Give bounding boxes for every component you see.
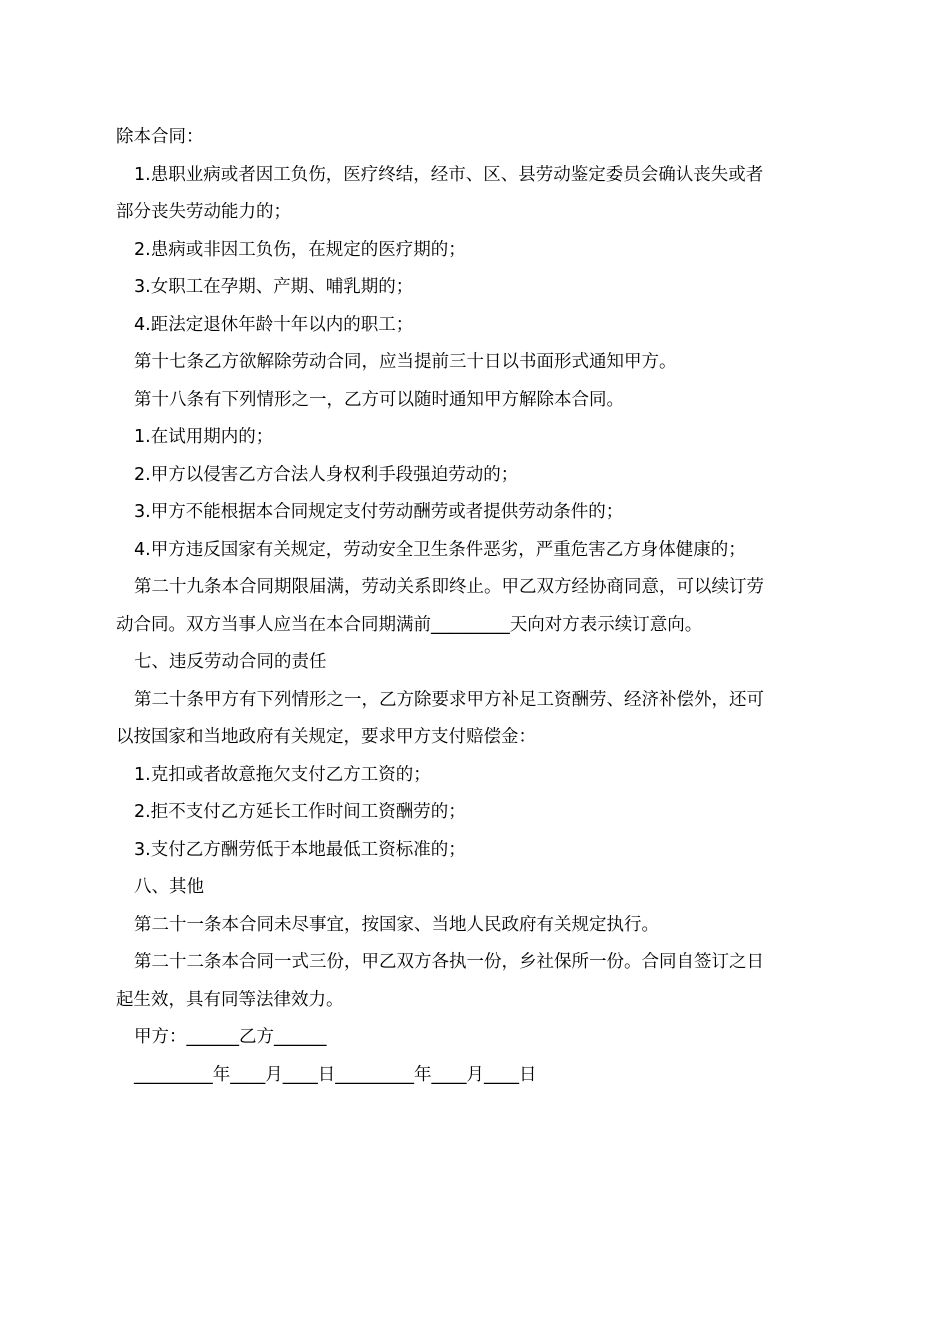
list-item — [116, 269, 836, 307]
text-line: 除本合同： — [116, 127, 204, 147]
text-line: 第十七条乙方欲解除劳动合同，应当提前三十日以书面形式通知甲方。 — [134, 352, 677, 372]
text-line: 1.患职业病或者因工负伤，医疗终结，经市、区、县劳动鉴定委员会确认丧失或者 — [134, 164, 764, 185]
list-item — [116, 157, 836, 232]
document-body — [116, 119, 836, 1094]
text-line: 第二十条甲方有下列情形之一，乙方除要求甲方补足工资酬劳、经济补偿外，还可 — [134, 689, 764, 710]
text-line: 第二十一条本合同未尽事宜，按国家、当地人民政府有关规定执行。 — [134, 914, 659, 935]
text-line: 动合同。双方当事人应当在本合同期满前_________天向对方表示续订意向。 — [116, 614, 703, 635]
list-item — [116, 532, 836, 570]
article-21 — [116, 907, 836, 945]
list-item — [116, 757, 836, 795]
list-item — [116, 832, 836, 870]
list-item — [116, 307, 836, 345]
article-20 — [116, 682, 836, 757]
text-line: 4.距法定退休年龄十年以内的职工； — [134, 314, 414, 335]
text-line: 2.甲方以侵害乙方合法人身权利手段强迫劳动的； — [134, 464, 519, 485]
list-item — [116, 494, 836, 532]
text-line: 3.支付乙方酬劳低于本地最低工资标准的； — [134, 839, 466, 860]
text-line: 第十八条有下列情形之一，乙方可以随时通知甲方解除本合同。 — [134, 389, 624, 410]
date-line — [116, 1057, 836, 1095]
text-line: 第二十九条本合同期限届满，劳动关系即终止。甲乙双方经协商同意，可以续订劳 — [134, 577, 764, 597]
text-line: 3.女职工在孕期、产期、哺乳期的； — [134, 277, 414, 297]
section-heading — [116, 869, 836, 907]
list-item — [116, 419, 836, 457]
text-line: 1.克扣或者故意拖欠支付乙方工资的； — [134, 764, 431, 785]
text-line: 4.甲方违反国家有关规定，劳动安全卫生条件恶劣，严重危害乙方身体健康的； — [134, 539, 746, 560]
text-line: 第二十二条本合同一式三份，甲乙双方各执一份，乡社保所一份。合同自签订之日 — [134, 952, 764, 972]
text-line: 七、违反劳动合同的责任 — [134, 652, 327, 672]
article-22 — [116, 944, 836, 1019]
text-line: 起生效，具有同等法律效力。 — [116, 989, 344, 1010]
section-heading — [116, 644, 836, 682]
signature-line — [116, 1019, 836, 1057]
text-line: 3.甲方不能根据本合同规定支付劳动酬劳或者提供劳动条件的； — [134, 502, 624, 522]
text-line: 1.在试用期内的； — [134, 427, 274, 447]
text-line: _________年____月____日_________年____月____日 — [134, 1064, 537, 1085]
list-item — [116, 232, 836, 270]
text-line: 以按国家和当地政府有关规定，要求甲方支付赔偿金： — [116, 727, 536, 747]
article-17 — [116, 344, 836, 382]
list-item — [116, 457, 836, 495]
paragraph-continuation — [116, 119, 836, 157]
article-29 — [116, 569, 836, 644]
text-line: 八、其他 — [134, 877, 204, 897]
list-item — [116, 794, 836, 832]
text-line: 甲方：______乙方______ — [134, 1027, 327, 1047]
text-line: 2.拒不支付乙方延长工作时间工资酬劳的； — [134, 802, 466, 822]
text-line: 部分丧失劳动能力的； — [116, 202, 291, 222]
text-line: 2.患病或非因工负伤，在规定的医疗期的； — [134, 239, 466, 260]
article-18 — [116, 382, 836, 420]
